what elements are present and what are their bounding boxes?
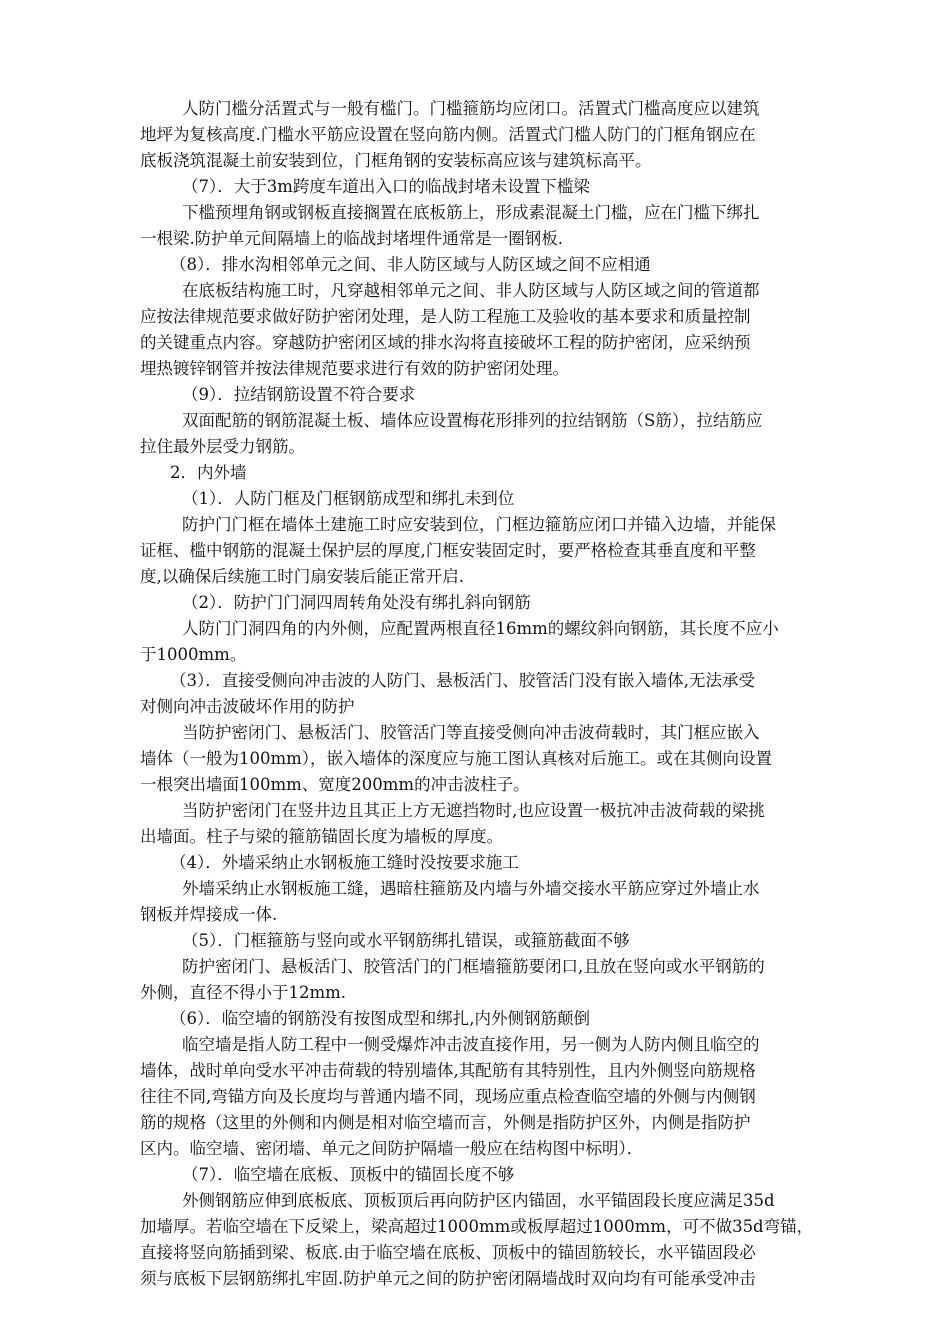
text-line: 证框、槛中钢筋的混凝土保护层的厚度,门框安装固定时，要严格检查其垂直度和平整 — [140, 541, 756, 560]
text-line: 防护密闭门、悬板活门、胶管活门的门框墙箍筋要闭口,且放在竖向或水平钢筋的 — [182, 957, 765, 976]
section-heading: （8）．排水沟相邻单元之间、非人防区域与人防区域之间不应相通 — [170, 255, 651, 274]
chapter-heading: 2．内外墙 — [170, 463, 247, 482]
text-line: 钢板并焊接成一体. — [140, 905, 278, 924]
text-line: 在底板结构施工时，凡穿越相邻单元之间、非人防区域与人防区域之间的管道都 — [182, 281, 760, 300]
text-line: 外侧钢筋应伸到底板底、顶板顶后再向防护区内锚固，水平锚固段长度应满足35d — [182, 1191, 775, 1210]
section-heading: （5）．门框箍筋与竖向或水平钢筋绑扎错误，或箍筋截面不够 — [182, 931, 630, 950]
text-line: 往往不同,弯锚方向及长度均与普通内墙不同，现场应重点检查临空墙的外侧与内侧钢 — [140, 1087, 756, 1106]
text-line: 对侧向冲击波破坏作用的防护 — [140, 697, 355, 716]
text-line: 一根突出墙面100mm、宽度200mm的冲击波柱子。 — [140, 775, 530, 794]
text-line: 墙体，战时单向受水平冲击荷载的特别墙体,其配筋有其特别性，且内外侧竖向筋规格 — [140, 1061, 756, 1080]
text-line: 筋的规格（这里的外侧和内侧是相对临空墙而言，外侧是指防护区外，内侧是指防护 — [140, 1113, 751, 1132]
text-line: 人防门槛分活置式与一般有槛门。门槛箍筋均应闭口。活置式门槛高度应以建筑 — [182, 99, 760, 118]
text-line: 双面配筋的钢筋混凝土板、墙体应设置梅花形排列的拉结钢筋（S筋），拉结筋应 — [182, 411, 763, 430]
section-heading: （2）．防护门门洞四周转角处没有绑扎斜向钢筋 — [182, 593, 531, 612]
text-line: 防护门门框在墙体土建施工时应安装到位，门框边箍筋应闭口并锚入边墙，并能保 — [182, 515, 776, 534]
text-line: 的关键重点内容。穿越防护密闭区域的排水沟将直接破坏工程的防护密闭，应采纳预 — [140, 333, 751, 352]
text-line: 临空墙是指人防工程中一侧受爆炸冲击波直接作用，另一侧为人防内侧且临空的 — [182, 1035, 760, 1054]
document-page — [140, 96, 860, 1292]
section-heading: （7）．大于3m跨度车道出入口的临战封堵未设置下槛梁 — [182, 177, 590, 196]
text-line: 拉住最外层受力钢筋。 — [140, 437, 305, 456]
section-heading: （3）．直接受侧向冲击波的人防门、悬板活门、胶管活门没有嵌入墙体,无法承受 — [170, 671, 755, 690]
text-line: 下槛预埋角钢或钢板直接搁置在底板筋上，形成素混凝土门槛，应在门槛下绑扎 — [182, 203, 760, 222]
text-line: 应按法律规范要求做好防护密闭处理，是人防工程施工及验收的基本要求和质量控制 — [140, 307, 751, 326]
text-line: 外侧，直径不得小于12mm. — [140, 983, 347, 1002]
text-line: 外墙采纳止水钢板施工缝，遇暗柱箍筋及内墙与外墙交接水平筋应穿过外墙止水 — [182, 879, 760, 898]
text-line: 当防护密闭门在竖井边且其正上方无遮挡物时,也应设置一极抗冲击波荷载的梁挑 — [182, 801, 765, 820]
text-line: 须与底板下层钢筋绑扎牢固.防护单元之间的防护密闭隔墙战时双向均有可能承受冲击 — [140, 1269, 756, 1288]
text-line: 当防护密闭门、悬板活门、胶管活门等直接受侧向冲击波荷载时，其门框应嵌入 — [182, 723, 760, 742]
text-line: 埋热镀锌钢管并按法律规范要求进行有效的防护密闭处理。 — [140, 359, 569, 378]
text-line: 一根梁.防护单元间隔墙上的临战封堵埋件通常是一圈钢板. — [140, 229, 563, 248]
section-heading: （9）．拉结钢筋设置不符合要求 — [182, 385, 416, 404]
section-heading: （6）．临空墙的钢筋没有按图成型和绑扎,内外侧钢筋颠倒 — [170, 1009, 590, 1028]
text-line: 地坪为复核高度.门槛水平筋应设置在竖向筋内侧。活置式门槛人防门的门框角钢应在 — [140, 125, 756, 144]
section-heading: （4）．外墙采纳止水钢板施工缝时没按要求施工 — [170, 853, 519, 872]
text-line: 区内。临空墙、密闭墙、单元之间防护隔墙一般应在结构图中标明）． — [140, 1139, 644, 1158]
text-line: 人防门门洞四角的内外侧，应配置两根直径16mm的螺纹斜向钢筋，其长度不应小 — [182, 619, 779, 638]
text-line: 出墙面。柱子与梁的箍筋锚固长度为墙板的厚度。 — [140, 827, 503, 846]
section-heading: （7）．临空墙在底板、顶板中的锚固长度不够 — [182, 1165, 515, 1184]
text-line: 直接将竖向筋插到梁、板底.由于临空墙在底板、顶板中的锚固筋较长，水平锚固段必 — [140, 1243, 756, 1262]
text-line: 于1000mm。 — [140, 645, 247, 664]
text-line: 加墙厚。若临空墙在下反梁上，梁高超过1000mm或板厚超过1000mm，可不做35d弯锚， — [140, 1217, 814, 1236]
section-heading: （1）．人防门框及门框钢筋成型和绑扎未到位 — [182, 489, 515, 508]
text-line: 底板浇筑混凝土前安装到位，门框角钢的安装标高应该与建筑标高平。 — [140, 151, 652, 170]
text-line: 度,以确保后续施工时门扇安装后能正常开启. — [140, 567, 464, 586]
text-line: 墙体（一般为100mm），嵌入墙体的深度应与施工图认真核对后施工。或在其侧向设置 — [140, 749, 773, 768]
